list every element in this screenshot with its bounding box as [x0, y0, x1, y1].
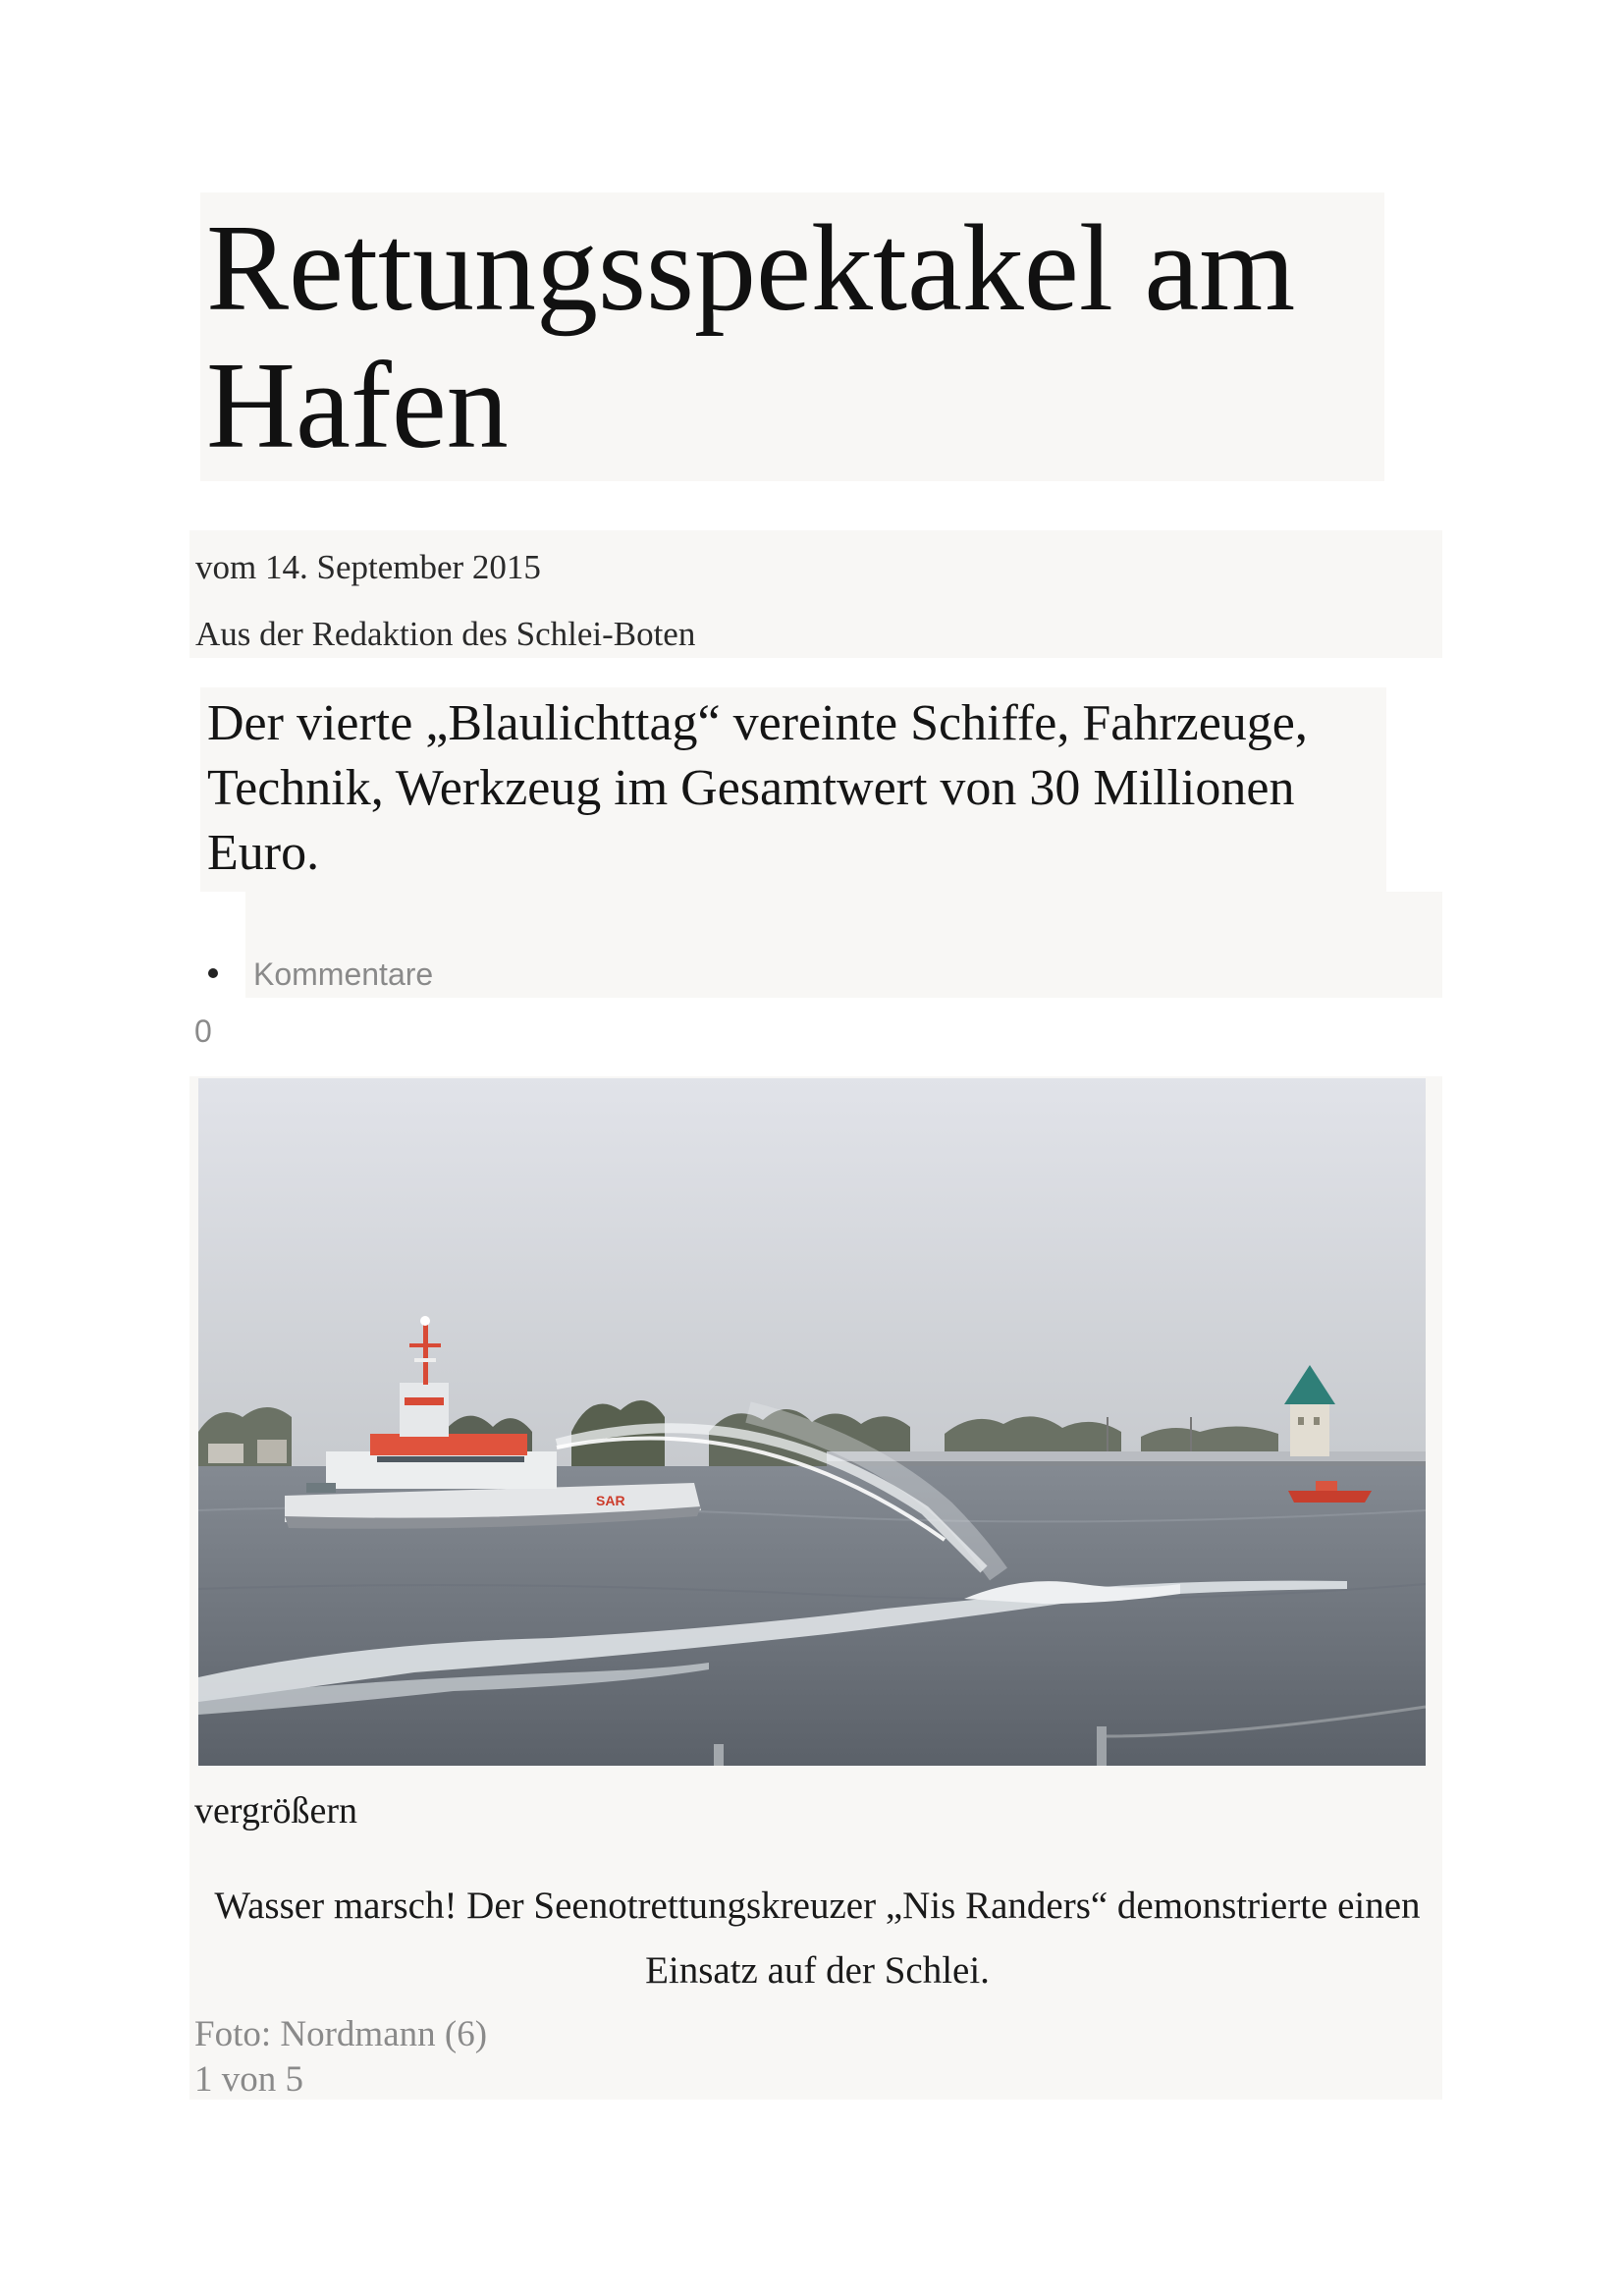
photo-credit: Foto: Nordmann (6): [194, 2014, 488, 2054]
gallery-photo[interactable]: [198, 1078, 1426, 1766]
comments-link[interactable]: Kommentare: [253, 957, 434, 992]
comments-count: 0: [194, 1013, 212, 1049]
article-source: Aus der Redaktion des Schlei-Boten: [195, 615, 696, 653]
svg-text:SAR: SAR: [596, 1493, 625, 1508]
enlarge-link[interactable]: vergrößern: [194, 1790, 358, 1831]
photo-caption: Wasser marsch! Der Seenotrettungskreuzer „Nis Randers“ demonstrierte einen Einsatz auf der Schlei.: [214, 1885, 1421, 1992]
bullet-icon: [208, 968, 218, 978]
gallery-counter: 1 von 5: [194, 2059, 303, 2100]
rescue-boat-photo: [198, 1078, 1426, 1766]
article-lead: Der vierte „Blaulichttag“ vereinte Schiffe, Fahrzeuge, Technik, Werkzeug im Gesamtwert von 30 Millionen Euro.: [207, 695, 1308, 881]
article-headline: Rettungsspektakel am Hafen: [206, 200, 1296, 474]
publish-date: vom 14. September 2015: [195, 548, 541, 586]
